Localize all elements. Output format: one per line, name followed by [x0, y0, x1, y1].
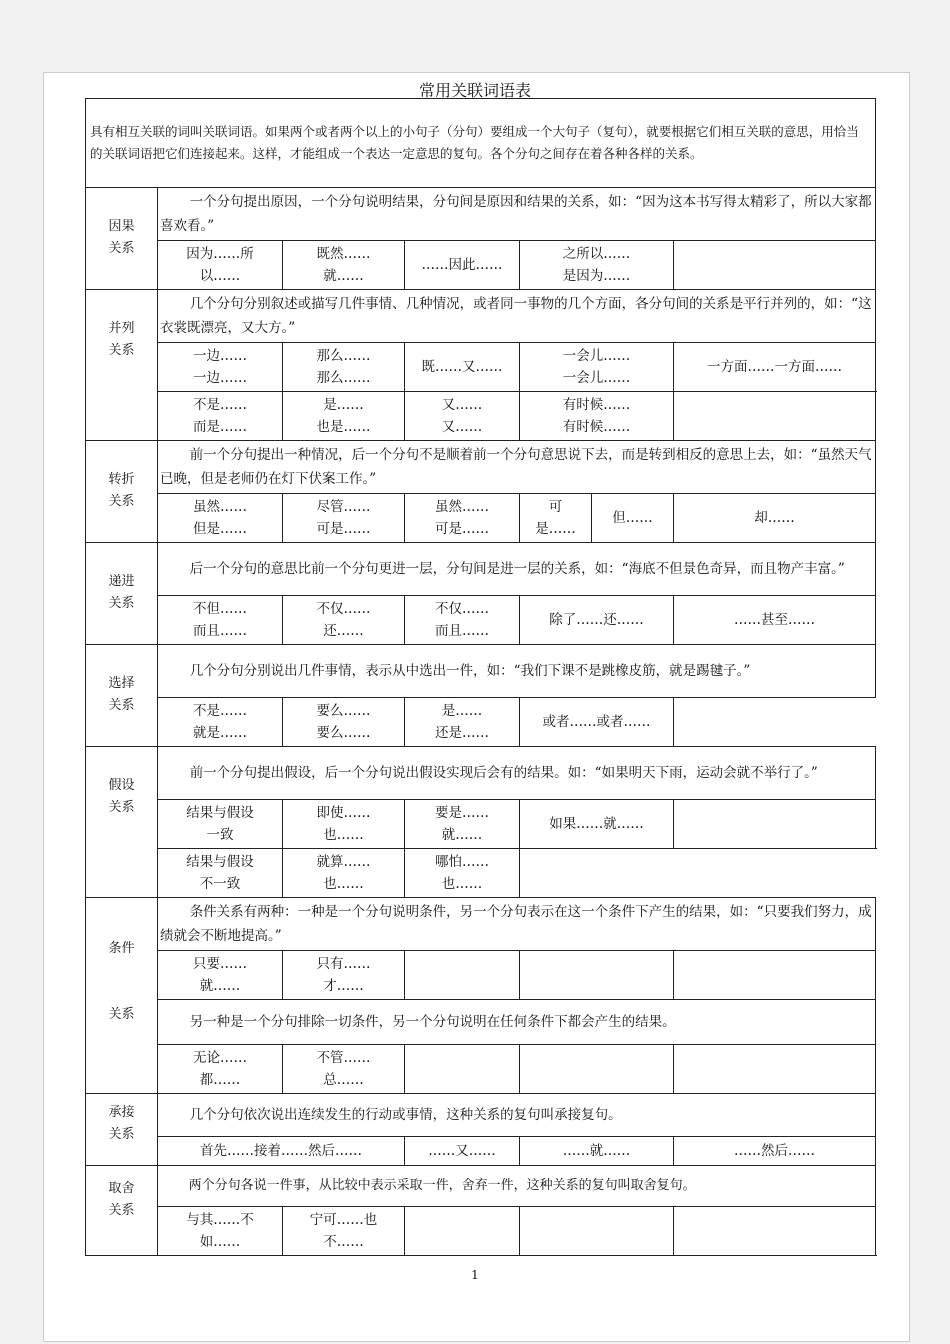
table-row — [86, 747, 876, 800]
table-row — [86, 645, 876, 698]
table-row — [86, 1094, 876, 1137]
conjunction-cell: 那么…… 那么…… — [283, 343, 405, 392]
conjunction-cell: 不但…… 而且…… — [158, 596, 283, 645]
conjunction-cell — [405, 1207, 520, 1256]
category-description: 几个分句分别叙述或描写几件事情、几种情况，或者同一事物的几个方面，各分句间的关系是平行并列的，如：“这衣裳既漂亮，又大方。” — [158, 290, 876, 343]
conjunction-cell: 就算…… 也…… — [283, 849, 405, 898]
conjunction-cell: 一边…… 一边…… — [158, 343, 283, 392]
conjunction-cell: 虽然…… 但是…… — [158, 494, 283, 543]
conjunction-cell — [674, 1045, 876, 1094]
page-number: 1 — [471, 1268, 479, 1282]
table-row — [86, 290, 876, 343]
table-row — [86, 1045, 876, 1094]
category-label: 承接 关系 — [86, 1094, 158, 1166]
conjunction-cell: 只要…… 就…… — [158, 951, 283, 1000]
conjunction-cell: ……然后…… — [674, 1137, 876, 1166]
conjunction-cell — [520, 951, 674, 1000]
page-title: 常用关联词语表 — [418, 81, 531, 100]
table-row — [86, 1207, 876, 1256]
category-label: 递进 关系 — [86, 543, 158, 645]
conjunction-cell: 要么…… 要么…… — [283, 698, 405, 747]
conjunction-cell: 是…… 还是…… — [405, 698, 520, 747]
table-row — [86, 596, 876, 645]
conjunction-cell: 一方面……一方面…… — [674, 343, 876, 392]
conjunction-cell — [520, 1207, 674, 1256]
conjunction-cell: 如果……就…… — [520, 800, 674, 849]
table-row — [86, 392, 876, 441]
category-description: 前一个分句提出假设，后一个分句说出假设实现后会有的结果。如：“如果明天下雨，运动会就不举行了。” — [158, 747, 876, 800]
table-row — [86, 800, 876, 849]
conjunction-cell: 不是…… 就是…… — [158, 698, 283, 747]
category-description: 条件关系有两种：一种是一个分句说明条件，另一个分句表示在这一个条件下产生的结果，如：“只要我们努力，成绩就会不断地提高。” — [158, 898, 876, 951]
category-description-2: 另一种是一个分句排除一切条件，另一个分句说明在任何条件下都会产生的结果。 — [158, 1000, 876, 1045]
conjunction-cell: 即使…… 也…… — [283, 800, 405, 849]
conjunction-cell — [674, 1207, 876, 1256]
conjunction-cell: 只有…… 才…… — [283, 951, 405, 1000]
conjunction-cell: 不是…… 而是…… — [158, 392, 283, 441]
conjunction-cell: 可 是…… — [520, 494, 592, 543]
category-label: 假设 关系 — [86, 747, 158, 898]
table-row — [86, 441, 876, 494]
conjunction-cell: 与其……不 如…… — [158, 1207, 283, 1256]
conjunction-cell: 又…… 又…… — [405, 392, 520, 441]
conjunction-table — [85, 98, 876, 1256]
conjunction-cell: 但…… — [592, 494, 674, 543]
empty-cell — [520, 849, 876, 898]
category-description: 几个分句分别说出几件事情，表示从中选出一件，如：“我们下课不是跳橡皮筋，就是踢毽子。” — [158, 645, 876, 698]
conjunction-cell: 既然…… 就…… — [283, 241, 405, 290]
conjunction-cell: 是…… 也是…… — [283, 392, 405, 441]
category-label: 条件 关系 — [86, 898, 158, 1094]
conjunction-cell — [674, 951, 876, 1000]
conjunction-cell: 结果与假设 不一致 — [158, 849, 283, 898]
conjunction-cell: 要是…… 就…… — [405, 800, 520, 849]
conjunction-cell — [405, 1045, 520, 1094]
category-label: 并列 关系 — [86, 290, 158, 441]
conjunction-cell: ……又…… — [405, 1137, 520, 1166]
table-row — [86, 343, 876, 392]
conjunction-cell: 有时候…… 有时候…… — [520, 392, 674, 441]
table-row — [86, 241, 876, 290]
category-label: 取舍 关系 — [86, 1166, 158, 1256]
table-row — [86, 1166, 876, 1207]
conjunction-cell: 既……又…… — [405, 343, 520, 392]
intro-row — [86, 99, 876, 188]
conjunction-cell: 虽然…… 可是…… — [405, 494, 520, 543]
conjunction-cell: 之所以…… 是因为…… — [520, 241, 674, 290]
category-label: 转折 关系 — [86, 441, 158, 543]
conjunction-cell — [674, 800, 876, 849]
conjunction-cell: ……因此…… — [405, 241, 520, 290]
conjunction-cell: ……甚至…… — [674, 596, 876, 645]
conjunction-cell: 尽管…… 可是…… — [283, 494, 405, 543]
table-row — [86, 494, 876, 543]
conjunction-cell: 首先……接着……然后…… — [158, 1137, 405, 1166]
category-label: 因果 关系 — [86, 188, 158, 290]
table-row — [86, 1000, 876, 1045]
conjunction-cell: 结果与假设 一致 — [158, 800, 283, 849]
conjunction-cell: 无论…… 都…… — [158, 1045, 283, 1094]
table-row — [86, 188, 876, 241]
conjunction-cell: 因为……所 以…… — [158, 241, 283, 290]
conjunction-cell: 却…… — [674, 494, 876, 543]
conjunction-cell: 不仅…… 而且…… — [405, 596, 520, 645]
table-row — [86, 543, 876, 596]
conjunction-cell: 哪怕…… 也…… — [405, 849, 520, 898]
table-row — [86, 898, 876, 951]
conjunction-cell: 一会儿…… 一会儿…… — [520, 343, 674, 392]
table-row — [86, 698, 876, 747]
category-description: 前一个分句提出一种情况，后一个分句不是顺着前一个分句意思说下去，而是转到相反的意思上去，如：“虽然天气已晚，但是老师仍在灯下伏案工作。” — [158, 441, 876, 494]
conjunction-cell: 不管…… 总…… — [283, 1045, 405, 1094]
category-label: 选择 关系 — [86, 645, 158, 747]
table-row — [86, 951, 876, 1000]
conjunction-cell — [674, 392, 876, 441]
conjunction-cell — [674, 698, 876, 747]
table-row — [86, 849, 876, 898]
conjunction-cell — [405, 951, 520, 1000]
category-description: 后一个分句的意思比前一个分句更进一层，分句间是进一层的关系，如：“海底不但景色奇异，而且物产丰富。” — [158, 543, 876, 596]
conjunction-cell: 不仅…… 还…… — [283, 596, 405, 645]
conjunction-cell: 除了……还…… — [520, 596, 674, 645]
conjunction-cell: 宁可……也 不…… — [283, 1207, 405, 1256]
conjunction-cell — [520, 1045, 674, 1094]
category-description: 几个分句依次说出连续发生的行动或事情，这种关系的复句叫承接复句。 — [158, 1094, 876, 1137]
intro-text: 具有相互关联的词叫关联词语。如果两个或者两个以上的小句子（分句）要组成一个大句子（复句），就要根据它们相互关联的意思，用恰当的关联词语把它们连接起来。这样，才能组成一个表达一定意思的复句。各个分句之间存在着各种各样的关系。 — [86, 99, 876, 188]
category-description: 两个分句各说一件事，从比较中表示采取一件，舍弃一件，这种关系的复句叫取舍复句。 — [158, 1166, 876, 1207]
conjunction-cell: 或者……或者…… — [520, 698, 674, 747]
category-description: 一个分句提出原因，一个分句说明结果，分句间是原因和结果的关系，如：“因为这本书写得太精彩了，所以大家都喜欢看。” — [158, 188, 876, 241]
table-row — [86, 1137, 876, 1166]
conjunction-cell — [674, 241, 876, 290]
conjunction-cell: ……就…… — [520, 1137, 674, 1166]
